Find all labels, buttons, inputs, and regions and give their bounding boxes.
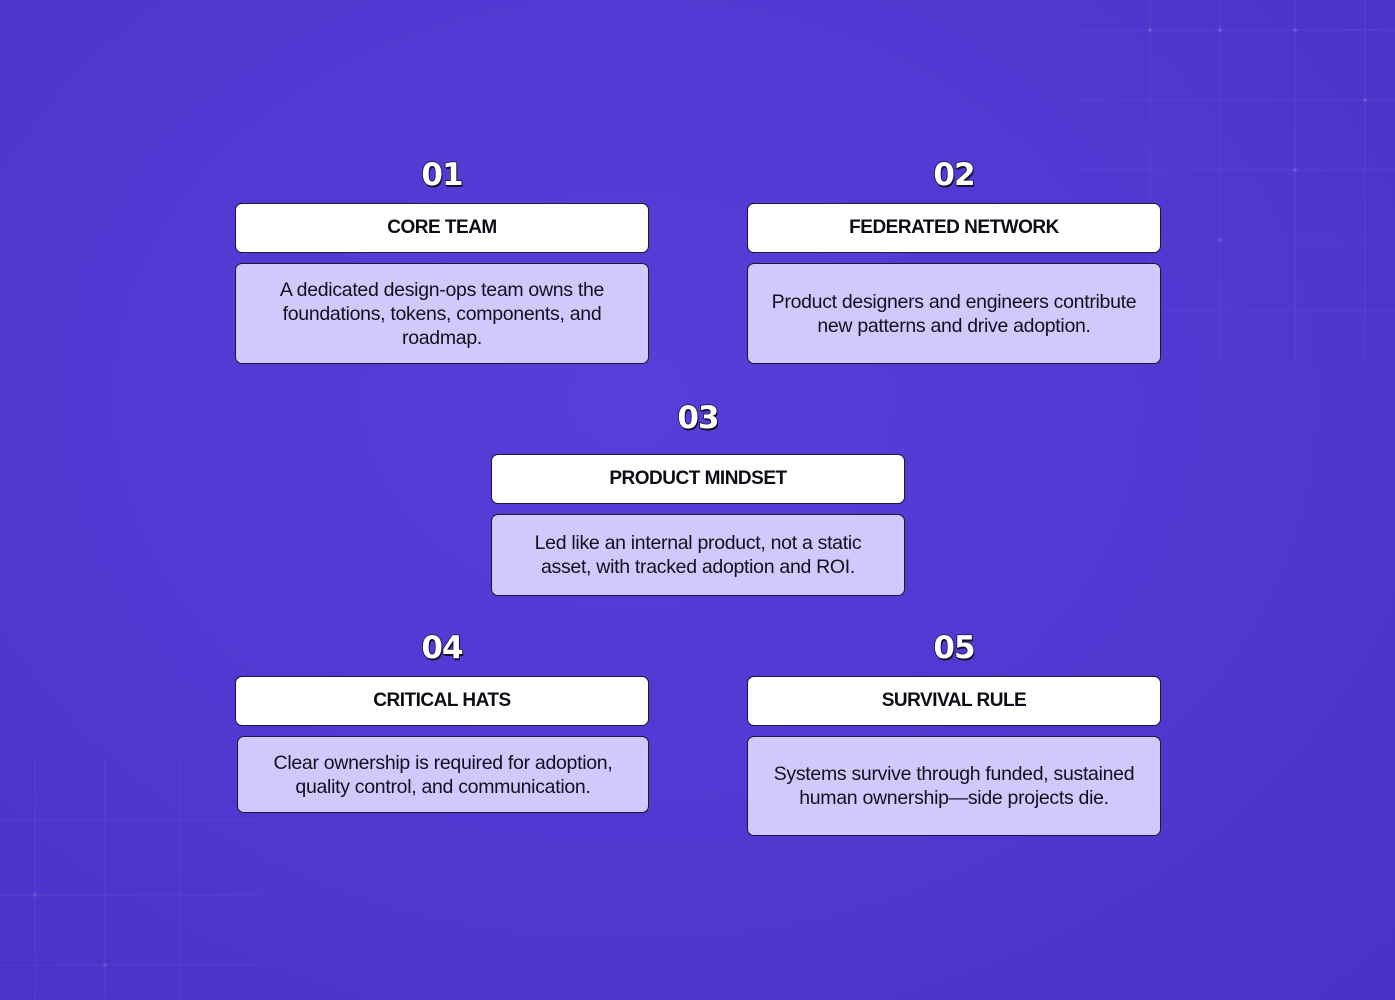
step-title: FEDERATED NETWORK — [747, 203, 1161, 253]
step-card-01 — [235, 155, 649, 365]
step-number: 04 — [421, 630, 463, 666]
step-description: Systems survive through funded, sustained human ownership—side projects die. — [747, 736, 1161, 836]
step-number: 05 — [933, 630, 975, 666]
step-card-03 — [491, 398, 905, 598]
step-card-05 — [747, 628, 1161, 838]
step-description: Led like an internal product, not a static asset, with tracked adoption and ROI. — [491, 514, 905, 596]
step-title: CORE TEAM — [235, 203, 649, 253]
step-description: Clear ownership is required for adoption, quality control, and communication. — [237, 736, 649, 813]
step-card-04 — [235, 628, 649, 814]
step-title: CRITICAL HATS — [235, 676, 649, 726]
step-description: A dedicated design-ops team owns the foundations, tokens, components, and roadmap. — [235, 263, 649, 364]
step-title: PRODUCT MINDSET — [491, 454, 905, 504]
step-description: Product designers and engineers contribute new patterns and drive adoption. — [747, 263, 1161, 364]
step-number: 03 — [677, 400, 719, 436]
step-title: SURVIVAL RULE — [747, 676, 1161, 726]
step-card-02 — [747, 155, 1161, 365]
step-number: 02 — [933, 157, 975, 193]
step-number: 01 — [421, 157, 463, 193]
